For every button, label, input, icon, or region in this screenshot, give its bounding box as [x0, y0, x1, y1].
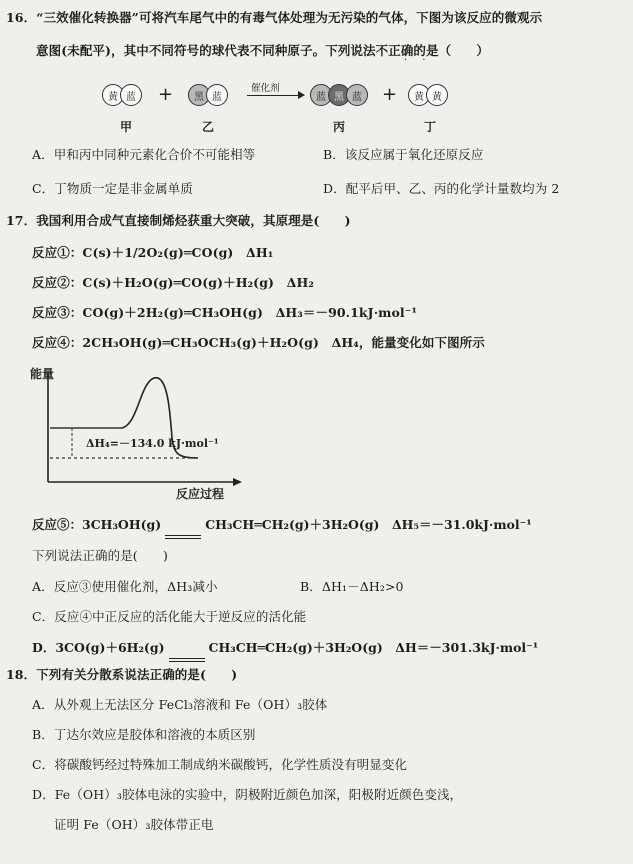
- energy-axis-label: 能量: [30, 367, 55, 381]
- q16-option-b: B．该反应属于氧化还原反应: [323, 147, 484, 162]
- molecule-jia: [102, 82, 142, 108]
- atom-yellow: 黄: [102, 84, 124, 106]
- q17-reaction-2: 反应②：C(s)＋H₂O(g)═CO(g)＋H₂(g) ΔH₂: [32, 275, 314, 290]
- q16-stem-line1: 16．“三效催化转换器”可将汽车尾气中的有毒气体处理为无污染的气体，下图为该反应的微观示: [6, 10, 543, 25]
- option-d-products: CH₃CH═CH₂(g)＋3H₂O(g) ΔH＝－301.3kJ·mol⁻¹: [208, 640, 539, 655]
- catalyst-label: 催化剂: [251, 83, 280, 94]
- delta-h4-annotation: ΔH₄=－134.0 kJ·mol⁻¹: [86, 437, 219, 450]
- molecule-yi: [188, 82, 228, 108]
- label-yi: 乙: [202, 120, 215, 134]
- molecule-ding: [408, 82, 448, 108]
- q16-stem-line2: 意图(未配平)，其中不同符号的球代表不同种原子。下列说法不正确的是（ ）: [36, 43, 490, 58]
- q17-reaction-5: [32, 517, 532, 533]
- q17-reaction-4: 反应④：2CH₃OH(g)═CH₃OCH₃(g)＋H₂O(g) ΔH₄，能量变化如下图所示: [32, 335, 485, 350]
- q17-option-a: A．反应③使用催化剂，ΔH₃减小: [32, 579, 218, 594]
- q18-option-a: A．从外观上无法区分 FeCl₃溶液和 Fe（OH）₃胶体: [32, 697, 328, 712]
- label-ding: 丁: [424, 120, 437, 134]
- q17-reaction-1: 反应①：C(s)＋1/2O₂(g)═CO(g) ΔH₁: [32, 245, 274, 260]
- q17-prompt: 下列说法正确的是( ): [32, 548, 168, 563]
- label-bing: 丙: [333, 120, 346, 134]
- reaction-process-label: 反应过程: [176, 487, 225, 501]
- q17-stem: 17．我国利用合成气直接制烯烃获重大突破，其原理是( ): [6, 213, 351, 228]
- q18-option-d-line1: D．Fe（OH）₃胶体电泳的实验中，阴极附近颜色加深，阳极附近颜色变浅，: [32, 787, 463, 802]
- atom-black: 黑: [328, 84, 350, 106]
- energy-diagram: [28, 358, 248, 508]
- reaction-5-reactants: 反应⑤：3CH₃OH(g): [32, 517, 162, 532]
- atom-blue: 蓝: [310, 84, 332, 106]
- atom-blue: 蓝: [346, 84, 368, 106]
- emphasis-dots: · ·: [404, 55, 432, 66]
- q17-option-c: C．反应④中正反应的活化能大于逆反应的活化能: [32, 609, 307, 624]
- reaction-arrow: [247, 80, 305, 110]
- q17-reaction-3: 反应③：CO(g)＋2H₂(g)═CH₃OH(g) ΔH₃＝－90.1kJ·mol⁻¹: [32, 305, 418, 320]
- plus-sign: +: [158, 84, 174, 105]
- q18-option-c: C．将碳酸钙经过特殊加工制成纳米碳酸钙，化学性质没有明显变化: [32, 757, 408, 772]
- q17-option-b: B．ΔH₁－ΔH₂>0: [300, 579, 404, 594]
- q18-option-d-line2: 证明 Fe（OH）₃胶体带正电: [54, 817, 214, 832]
- atom-blue: 蓝: [120, 84, 142, 106]
- label-jia: 甲: [120, 120, 133, 134]
- option-d-reactants: D．3CO(g)＋6H₂(g): [32, 640, 165, 655]
- atom-black: 黑: [188, 84, 210, 106]
- q16-option-d: D．配平后甲、乙、丙的化学计量数均为 2: [323, 181, 560, 196]
- q18-option-b: B．丁达尔效应是胶体和溶液的本质区别: [32, 727, 256, 742]
- q16-option-a: A．甲和丙中同种元素化合价不可能相等: [32, 147, 256, 162]
- q18-stem: 18．下列有关分散系说法正确的是( ): [6, 667, 238, 682]
- atom-yellow: 黄: [426, 84, 448, 106]
- atom-yellow: 黄: [408, 84, 430, 106]
- plus-sign: +: [382, 84, 398, 105]
- molecule-bing: [310, 82, 368, 108]
- reaction-5-products: CH₃CH═CH₂(g)＋3H₂O(g) ΔH₅＝－31.0kJ·mol⁻¹: [205, 517, 532, 532]
- q17-option-d: [32, 640, 538, 656]
- q16-option-c: C．丁物质一定是非金属单质: [32, 181, 193, 196]
- atom-blue: 蓝: [206, 84, 228, 106]
